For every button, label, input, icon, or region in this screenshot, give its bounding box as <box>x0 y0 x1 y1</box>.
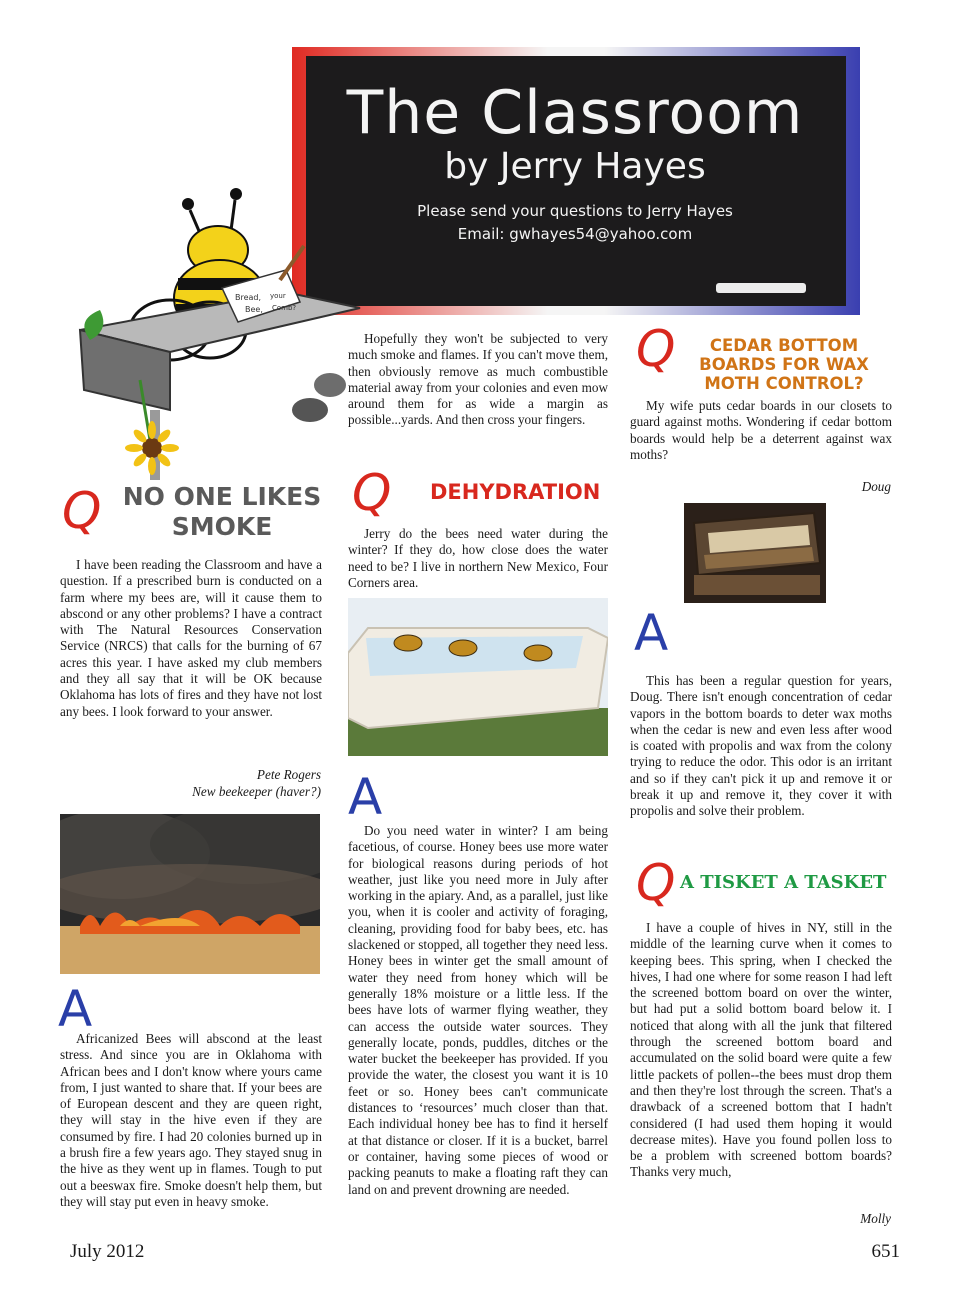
cedar-heading <box>686 336 882 393</box>
cedar-answer: This has been a regular question for years, Doug. There isn't enough concentration of cedar vapors in the bottom boards to deter wax moths when the cedar is new and even less after wood is coated with propolis and wax from the colony trying to reduce the odor. This odor is an irritant and so if they can't pick it up and remove it or break it up and remove it, they cover it with propolis and solve their problem. <box>630 673 892 819</box>
q-marker: Q <box>636 320 676 378</box>
send-questions-line: Please send your questions to Jerry Hayes <box>417 202 733 220</box>
smoke-signature-name: Pete Rogers <box>256 767 321 782</box>
page-title: The Classroom <box>346 78 804 148</box>
a-marker: A <box>634 604 669 662</box>
q-marker: Q <box>636 854 676 912</box>
page-number: 651 <box>871 1241 900 1262</box>
a-marker: A <box>58 980 93 1038</box>
tisket-signature: Molly <box>860 1211 891 1226</box>
cedar-heading-line2: BOARDS FOR WAX <box>699 355 869 374</box>
footer-date: July 2012 <box>70 1241 145 1262</box>
smoke-signature-role: New beekeeper (haver?) <box>192 784 321 799</box>
cedar-heading-line3: MOTH CONTROL? <box>704 374 864 393</box>
note-line-4: Comb? <box>272 304 297 312</box>
bottom-board-photo <box>684 503 826 603</box>
bee-at-desk-illustration <box>60 180 380 500</box>
dehydration-question: Jerry do the bees need water during the winter? If they do, how close does the water need to be? I live in northern New Mexico, Four Corners area. <box>348 526 608 590</box>
q-marker: Q <box>352 464 392 522</box>
dehydration-heading: DEHYDRATION <box>430 480 601 504</box>
cedar-heading-line1: CEDAR BOTTOM <box>709 336 859 355</box>
cedar-question: My wife puts cedar boards in our closets to guard against moths. Wondering if cedar bottom boards would help be a deterrent against wax moths? <box>630 398 892 462</box>
dehydration-answer: Do you need water in winter? I am being facetious, of course. Honey bees use more water for biological reasons during periods of hot weather, just like you need more in July after working in the apiary. And, as a parallel, just like you, when it is cooler and activity of foraging, cleaning, providing food for baby bees, etc. has slackened or stopped, all together they need less. Honey bees in winter get the small amount of water they need from honey which will be generally 18% moisture or a little less. If the bees have lots of warmer flying weather, they can access the outside water sources. They generally locate, ponds, puddles, ditches or the water bucket the beekeeper has provided. If you provide the water, the closest you want it is 10 feet or so. Honey bees can't communicate distances to ‘resources’ much closer than that. Each individual honey bee has to find it herself at that distance or closer. If it is a bucket, barrel or container, having some pieces of wood or packing peanuts to make a floating raft they can land on and prevent drowning are needed. <box>348 823 608 1197</box>
smoke-heading-line2: SMOKE <box>171 512 273 541</box>
q-marker: Q <box>62 482 102 540</box>
tisket-heading: A TISKET A TASKET <box>680 872 887 893</box>
tisket-question: I have a couple of hives in NY, still in the middle of the learning curve when it comes to keeping bees. This spring, when I checked the hives, I had one where for some reason I had left the screened bottom board on over the winter, but had put a solid bottom board below it. I noticed that along with all the junk that filtered through the screened bottom board and accumulated on the solid board were quite a few little packets of pollen--the bees must drop them and then they're lost through the screen. That's a drawback of a screened bottom that I hadn't considered (I had used them hoping it would decrease mites). Have you found pollen loss to be a problem with screened bottom boards? Thanks very much, <box>630 920 892 1180</box>
smoke-heading <box>122 482 322 542</box>
cedar-signature: Doug <box>861 479 891 494</box>
prairie-fire-photo <box>60 814 320 974</box>
note-line-3: your <box>270 292 286 300</box>
email-line: Email: gwhayes54@yahoo.com <box>457 225 693 243</box>
note-line-1: Bread, <box>235 293 262 302</box>
byline: by Jerry Hayes <box>444 146 706 187</box>
a-marker: A <box>348 768 383 826</box>
smoke-question: I have been reading the Classroom and have a question. If a prescribed burn is conducted on a farm where my bees are, will it cause them to abscond or any other problems? I have a contract with The Natural Resources Conservation Service (NRCS) that calls for the burning of 67 acres this year. I have asked my club members and they all say that it will be OK because Oklahoma has lots of fires and they have not lost any bees. I look forward to your answer. <box>60 557 322 719</box>
note-line-2: Bee, <box>245 305 263 314</box>
smoke-answer: Africanized Bees will abscond at the least stress. And since you are in Oklahoma with African bees and I don't know where yours came from, I just wanted to share that. If your bees are of European descent and they are queen right, they will stay in the hive even if they are consumed by fire. I had 20 colonies burned up in a brush fire a few years ago. They stayed snug in the hive as they went up in flames. Tough to put out a beeswax fire. Smoke doesn't help them, but they will stay put even in heavy smoke. <box>60 1031 322 1209</box>
bees-in-water-trough-photo <box>348 598 608 756</box>
smoke-answer-continued: Hopefully they won't be subjected to very much smoke and flames. If you can't move them, then obviously remove as much combustible material away from your colonies and even mow around them for as wide a margin as possible...yards. And then cross your fingers. <box>348 331 608 428</box>
chalk-piece <box>716 283 806 293</box>
smoke-heading-line1: NO ONE LIKES <box>122 482 322 511</box>
